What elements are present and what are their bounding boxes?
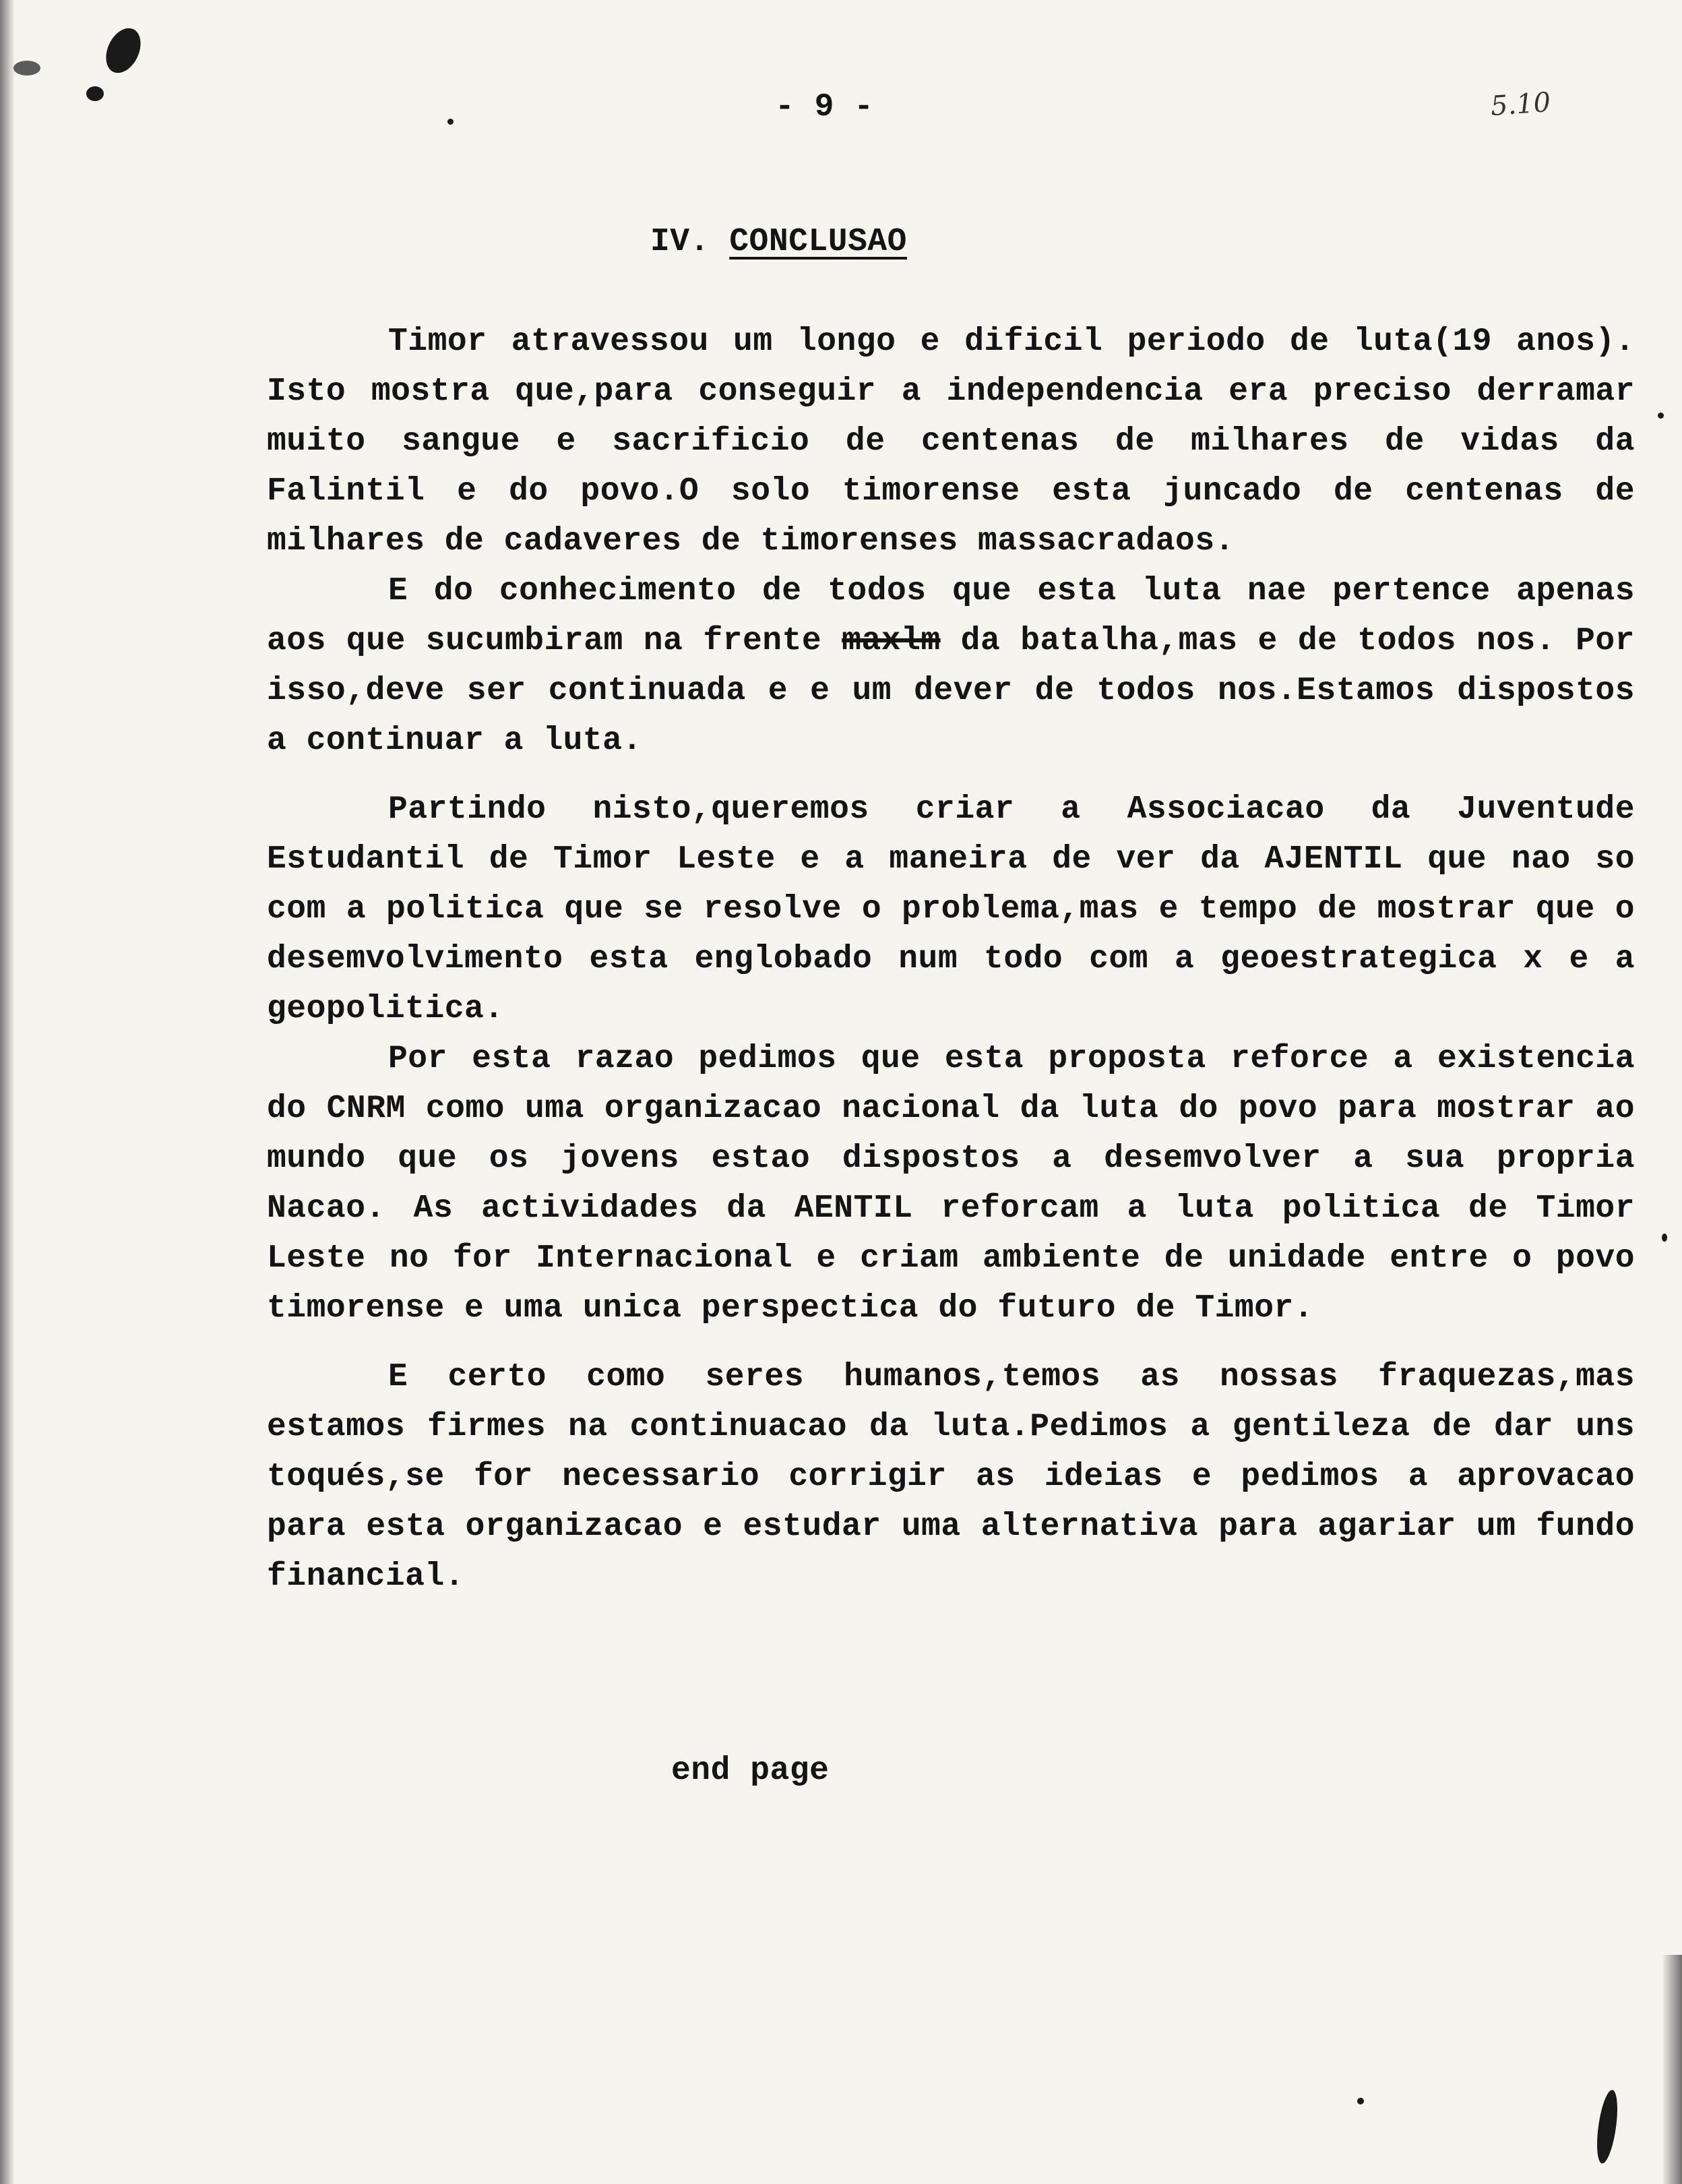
paragraph-4: Por esta razao pedimos que esta proposta reforce a existencia do CNRM como uma organizacao nacional da luta do povo para mostrar ao mundo que os jovens estao dispostos a desemvolver a sua propria Nacao. As actividades da AENTIL reforcam a luta politica de Timor Leste no for Internacional e criam ambiente de unidade entre o povo timorense e uma unica perspectica do futuro de Timor. [267, 1041, 1635, 1327]
page-number: - 9 - [775, 89, 874, 125]
ink-speck [1658, 413, 1664, 419]
body-text [267, 317, 1635, 1602]
ink-speck [1357, 2098, 1364, 2104]
paragraph-2-start: E do conhecimento de todos que esta luta nae pertence apenas aos que sucumbiram na frente [267, 573, 1635, 659]
section-heading [650, 224, 907, 260]
section-title: CONCLUSAO [729, 224, 907, 260]
ink-speck [1662, 1234, 1667, 1242]
scan-shadow-left [0, 0, 15, 2184]
section-number: IV. [650, 224, 710, 260]
ink-blot [13, 61, 40, 75]
ink-blot [99, 23, 147, 79]
paragraph-1: Timor atravessou um longo e dificil periodo de luta(19 anos). Isto mostra que,para conseguir a independencia era preciso derramar muito sangue e sacrificio de centenas de milhares de vidas da Falintil e do povo.O solo timorense esta juncado de centenas de milhares de cadaveres de timorenses massacradaos. [267, 324, 1635, 559]
paragraph-2 [267, 566, 1635, 766]
paragraph-2-end: da batalha,mas e de todos nos. Por isso,deve ser continuada e e um dever de todos nos.Estamos dispostos a continuar a luta. [267, 623, 1635, 759]
ink-blot [86, 86, 104, 101]
ink-blot [1593, 2089, 1621, 2165]
paragraph-3: Partindo nisto,queremos criar a Associacao da Juventude Estudantil de Timor Leste e a maneira de ver da AJENTIL que nao so com a politica que se resolve o problema,mas e tempo de mostrar que o desemvolvimento esta englobado num todo com a geoestrategica x e a geopolitica. [267, 791, 1635, 1027]
end-page-marker: end page [671, 1753, 830, 1789]
paragraph-5: E certo como seres humanos,temos as nossas fraquezas,mas estamos firmes na continuacao da luta.Pedimos a gentileza de dar uns toqués,se for necessario corrigir as ideias e pedimos a aprovacao para esta organizacao e estudar uma alternativa para agariar um fundo financial. [267, 1359, 1635, 1595]
ink-speck [447, 119, 454, 125]
handwritten-annotation: 5.10 [1489, 86, 1552, 123]
struck-out-word: maxlm [842, 623, 941, 659]
scan-shadow-right [1662, 1955, 1682, 2184]
